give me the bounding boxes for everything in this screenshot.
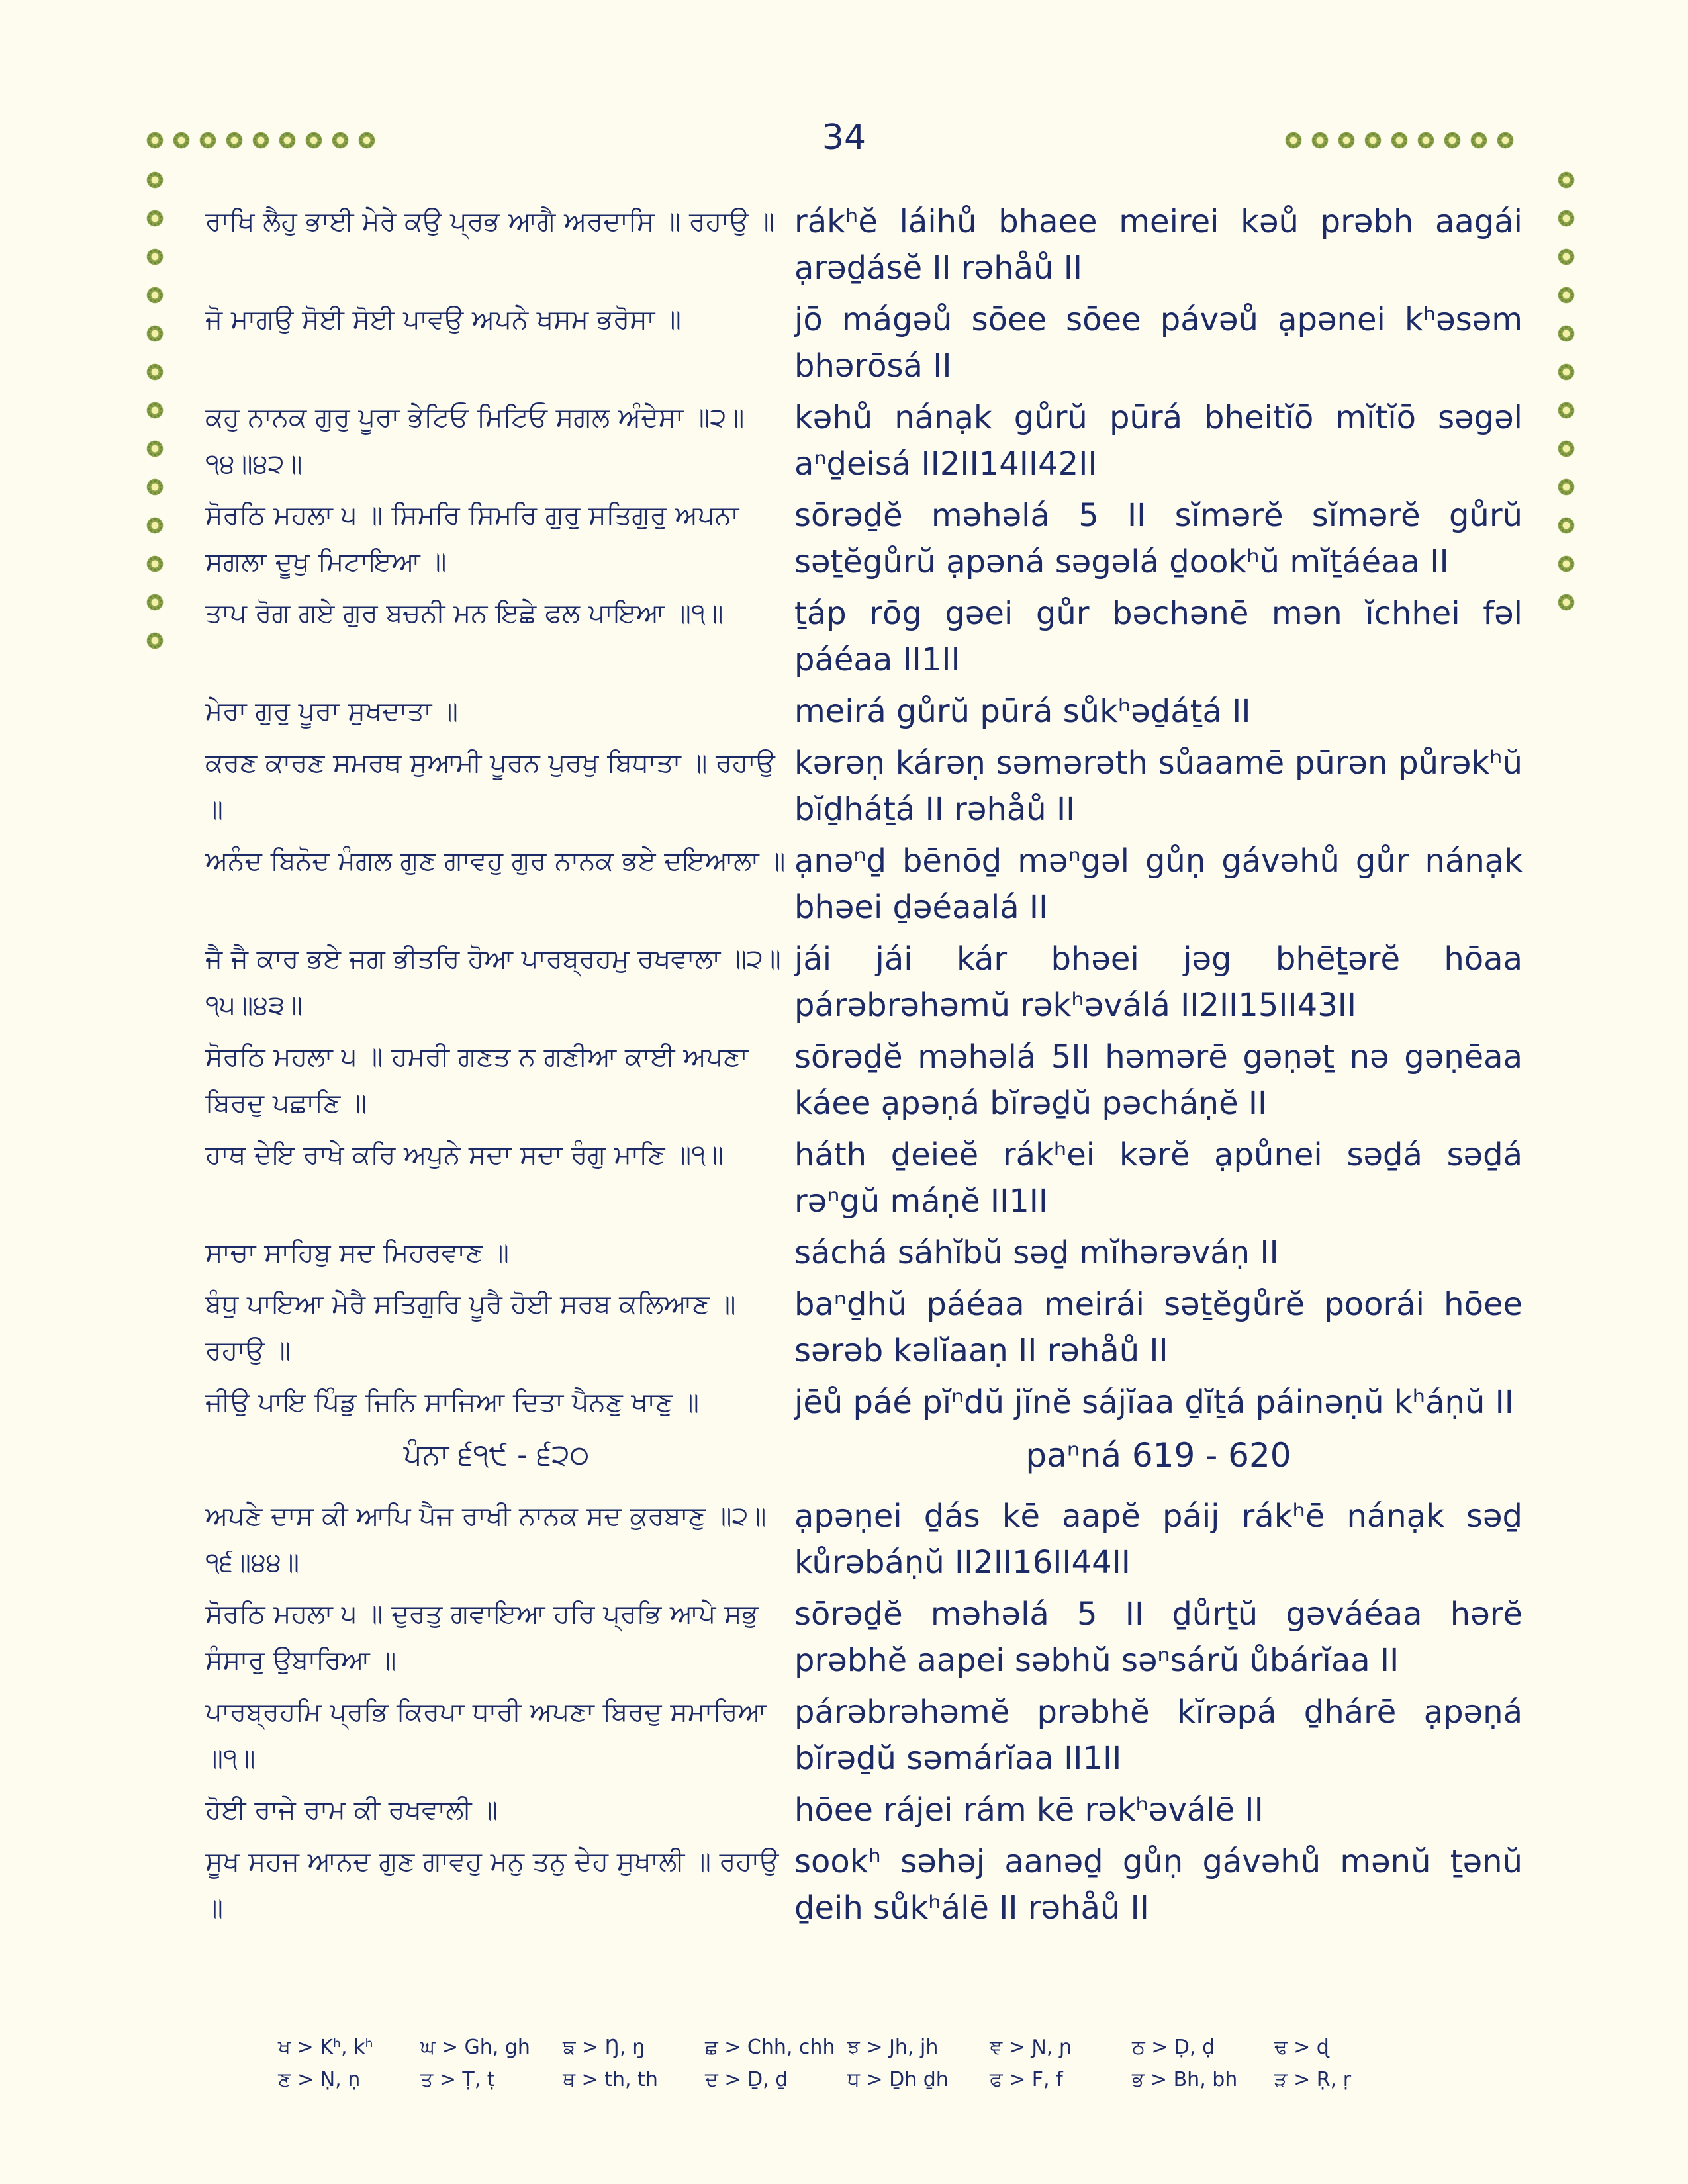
flower-ornament-icon (1557, 439, 1575, 458)
flower-column-right (1557, 171, 1575, 612)
flower-ornament-icon (146, 401, 164, 420)
gurmukhi-text: ਜੋ ਮਾਗਉ ਸੋਈ ਸੋਈ ਪਾਵਉ ਅਪਨੇ ਖਸਮ ਭਰੋਸਾ ॥ (205, 304, 681, 335)
gurmukhi-text: ਸੋਰਠਿ ਮਹਲਾ ੫ ॥ ਦੁਰਤੁ ਗਵਾਇਆ ਹਰਿ ਪ੍ਰਭਿ ਆਪੇ ਸਭੁ ਸੰਸਾਰੁ ਉਬਾਰਿਆ ॥ (205, 1599, 759, 1676)
verse-row (205, 740, 1523, 833)
flower-ornament-icon (331, 131, 350, 150)
gurmukhi-text: ਮੇਰਾ ਗੁਰੁ ਪੂਰਾ ਸੁਖਦਾਤਾ ॥ (205, 696, 459, 727)
gurmukhi-text: ਹੋਈ ਰਾਜੇ ਰਾਮ ਕੀ ਰਖਵਾਲੀ ॥ (205, 1795, 498, 1825)
gurmukhi-text: ਸੂਖ ਸਹਜ ਆਨਦ ਗੁਣ ਗਾਵਹੁ ਮਨੁ ਤਨੁ ਦੇਹ ਸੁਖਾਲੀ ॥ ਰਹਾਉ ॥ (205, 1846, 779, 1923)
transliteration-text: hōee rájei rám kē rəkʰəválē II (794, 1792, 1264, 1829)
verse-row (205, 1493, 1523, 1586)
transliteration-text: jēů páé pĭⁿdŭ jĭnĕ sájĭaa ḏĭṯá páinəṇŭ kʰáṇŭ II (794, 1384, 1514, 1421)
flower-ornament-icon (146, 286, 164, 304)
transliteration-text: sōrəḏĕ məhəlá 5II həmərē gəṇəṯ nə gəṇēaa káee ạpəṇá bĭrəḏŭ pəcháṇĕ II (794, 1038, 1523, 1122)
gurmukhi-text: ਸੋਰਠਿ ਮਹਲਾ ੫ ॥ ਹਮਰੀ ਗਣਤ ਨ ਗਣੀਆ ਕਾਈ ਅਪਣਾ ਬਿਰਦੁ ਪਛਾਣਿ ॥ (205, 1042, 749, 1118)
flower-ornament-icon (225, 131, 244, 150)
transliteration-text: sáchá sáhĭbŭ səḏ mĭhərəváṇ II (794, 1234, 1279, 1271)
gurmukhi-text: ਬੰਧੁ ਪਾਇਆ ਮੇਰੈ ਸਤਿਗੁਰਿ ਪੂਰੈ ਹੋਈ ਸਰਬ ਕਲਿਆਣ ॥ ਰਹਾਉ ॥ (205, 1289, 736, 1366)
flower-ornament-icon (146, 516, 164, 535)
legend-item: ਝ > Jh, jh (847, 2036, 939, 2059)
flower-ornament-icon (1557, 516, 1575, 535)
verse-row (205, 1230, 1523, 1276)
transliteration-text: ạnəⁿḏ bēnōḏ məⁿgəl gůṇ gávəhů gůr nánạk bhəei ḏəéaalá II (794, 842, 1523, 926)
verse-row (205, 1379, 1523, 1426)
flower-ornament-icon (1364, 131, 1382, 150)
legend-item: ਘ > Gh, gh (420, 2036, 530, 2059)
gurmukhi-text: ਜੈ ਜੈ ਕਾਰ ਭਏ ਜਗ ਭੀਤਰਿ ਹੋਆ ਪਾਰਬ੍ਰਹਮੁ ਰਖਵਾਲਾ ॥੨॥੧੫॥੪੩॥ (205, 944, 781, 1021)
transliteration-text: jō mágəů sōee sōee pávəů ạpənei kʰəsəm bhərōsá II (794, 301, 1523, 385)
verse-row (205, 1787, 1523, 1833)
transliteration-text: rákʰĕ láihů bhaee meirei kəů prəbh aagái ạrəḏásĕ II rəhåů II (794, 203, 1523, 287)
flower-ornament-icon (146, 324, 164, 343)
flower-ornament-icon (1390, 131, 1409, 150)
flower-column-left (146, 171, 164, 650)
legend-item: ਭ > Bh, bh (1132, 2068, 1238, 2091)
gurmukhi-text: ਪਾਰਬ੍ਰਹਮਿ ਪ੍ਰਭਿ ਕਿਰਪਾ ਧਾਰੀ ਅਪਣਾ ਬਿਰਦੁ ਸਮਾਰਿਆ ॥੧॥ (205, 1697, 767, 1774)
legend-item: ਢ > ɖ (1274, 2036, 1329, 2059)
flower-ornament-icon (1557, 248, 1575, 266)
verse-table (205, 199, 1523, 1936)
flower-ornament-icon (146, 439, 164, 458)
gurmukhi-text: ਅਨੰਦ ਬਿਨੋਦ ਮੰਗਲ ਗੁਣ ਗਾਵਹੁ ਗੁਰ ਨਾਨਕ ਭਏ ਦਇਆਲਾ ॥ (205, 846, 786, 876)
transliteration-text: háth ḏeieĕ rákʰei kərĕ ạpůnei səḏá səḏá rəⁿgŭ máṇĕ II1II (794, 1136, 1523, 1220)
flower-ornament-icon (146, 555, 164, 573)
legend-item: ੜ > Ṛ, ṛ (1274, 2068, 1352, 2091)
verse-row (205, 688, 1523, 735)
transliteration-legend (278, 2036, 1417, 2091)
flower-ornament-icon (1557, 555, 1575, 573)
verse-row (205, 1132, 1523, 1224)
verse-row (205, 1034, 1523, 1126)
gurmukhi-text: ਹਾਥ ਦੇਇ ਰਾਖੇ ਕਰਿ ਅਪੁਨੇ ਸਦਾ ਸਦਾ ਰੰਗੁ ਮਾਣਿ ॥੧॥ (205, 1140, 724, 1170)
verse-row (205, 492, 1523, 585)
verse-row (205, 1281, 1523, 1374)
flower-ornament-icon (1557, 363, 1575, 381)
flower-ornament-icon (1443, 131, 1462, 150)
legend-item: ਣ > Ṇ, ṇ (278, 2068, 361, 2091)
flower-ornament-icon (146, 631, 164, 650)
flower-ornament-icon (1557, 478, 1575, 496)
flower-ornament-icon (146, 248, 164, 266)
legend-item: ਤ > Ṭ, ṭ (420, 2068, 495, 2091)
legend-item: ਙ > Ŋ, ŋ (563, 2036, 645, 2059)
flower-ornament-icon (146, 131, 164, 150)
transliteration-text: jái jái kár bhəei jəg bhēṯərĕ hōaa párəbrəhəmŭ rəkʰəválá II2II15II43II (794, 940, 1523, 1024)
gurmukhi-text: ਸੋਰਠਿ ਮਹਲਾ ੫ ॥ ਸਿਮਰਿ ਸਿਮਰਿ ਗੁਰੁ ਸਤਿਗੁਰੁ ਅਪਨਾ ਸਗਲਾ ਦੂਖੁ ਮਿਟਾਇਆ ॥ (205, 500, 739, 577)
transliteration-text: sōrəḏĕ məhəlá 5 II sĭmərĕ sĭmərĕ gůrŭ səṯĕgůrŭ ạpəná səgəlá ḏookʰŭ mĭṯáéaa II (794, 497, 1523, 580)
verse-row (205, 394, 1523, 487)
flower-ornament-icon (146, 478, 164, 496)
verse-row (205, 199, 1523, 291)
legend-item: ਥ > th, th (563, 2068, 658, 2091)
flower-ornament-icon (1417, 131, 1435, 150)
verse-row (205, 1839, 1523, 1931)
page-reference-translit: paⁿná 619 - 620 (1025, 1436, 1291, 1475)
gurmukhi-text: ਅਪਣੇ ਦਾਸ ਕੀ ਆਪਿ ਪੈਜ ਰਾਖੀ ਨਾਨਕ ਸਦ ਕੁਰਬਾਣੁ ॥੨॥੧੬॥੪੪॥ (205, 1501, 767, 1578)
verse-row (205, 1689, 1523, 1782)
flower-ornament-icon (146, 209, 164, 228)
transliteration-text: párəbrəhəmĕ prəbhĕ kĭrəpá ḏhárē ạpəṇá bĭrəḏŭ səmárĭaa II1II (794, 1694, 1523, 1777)
verse-row (205, 1591, 1523, 1684)
transliteration-text: meirá gůrŭ pūrá sůkʰəḏáṯá II (794, 693, 1251, 730)
flower-ornament-icon (1557, 171, 1575, 189)
gurmukhi-text: ਕਹੁ ਨਾਨਕ ਗੁਰੁ ਪੂਰਾ ਭੇਟਿਓ ਮਿਟਿਓ ਸਗਲ ਅੰਦੇਸਾ ॥੨॥੧੪॥੪੨॥ (205, 402, 745, 479)
flower-ornament-icon (305, 131, 323, 150)
flower-ornament-icon (1557, 324, 1575, 343)
flower-ornament-icon (1557, 209, 1575, 228)
page-reference (205, 1432, 1523, 1479)
flower-ornament-icon (278, 131, 297, 150)
flower-ornament-icon (1496, 131, 1515, 150)
gurmukhi-text: ਰਾਖਿ ਲੈਹੁ ਭਾਈ ਮੇਰੇ ਕਉ ਪ੍ਰਭ ਆਗੈ ਅਰਦਾਸਿ ॥ ਰਹਾਉ ॥ (205, 206, 775, 237)
gurmukhi-text: ਕਰਣ ਕਾਰਣ ਸਮਰਥ ਸੁਆਮੀ ਪੂਰਨ ਪੁਰਖੁ ਬਿਧਾਤਾ ॥ ਰਹਾਉ ॥ (205, 748, 775, 825)
flower-ornament-icon (252, 131, 270, 150)
transliteration-text: ạpəṇei ḏás kē aapĕ páij rákʰē nánạk səḏ kůrəbáṇŭ II2II16II44II (794, 1498, 1523, 1581)
flower-ornament-icon (1311, 131, 1329, 150)
flower-ornament-icon (146, 171, 164, 189)
flower-ornament-icon (1557, 401, 1575, 420)
legend-item: ਖ > Kʰ, kʰ (278, 2036, 373, 2059)
legend-item: ਞ > Ɲ, ɲ (990, 2036, 1072, 2059)
gurmukhi-text: ਤਾਪ ਰੋਗ ਗਏ ਗੁਰ ਬਚਨੀ ਮਨ ਇਛੇ ਫਲ ਪਾਇਆ ॥੧॥ (205, 598, 724, 629)
flower-ornament-icon (1470, 131, 1488, 150)
legend-item: ਠ > Ḍ, ḍ (1132, 2036, 1215, 2059)
transliteration-text: sookʰ səhəj aanəḏ gůṇ gávəhů mənŭ ṯənŭ ḏeih sůkʰálē II rəhåů II (794, 1843, 1523, 1927)
page-reference-gurmukhi: ਪੰਨਾ ੬੧੯ - ੬੨੦ (403, 1438, 590, 1472)
legend-item: ਧ > Ḏh ḏh (847, 2068, 949, 2091)
flower-ornament-icon (357, 131, 376, 150)
verse-row (205, 590, 1523, 683)
legend-item: ਫ > F, f (990, 2068, 1063, 2091)
flower-row-right (1284, 131, 1515, 150)
verse-row (205, 296, 1523, 389)
transliteration-text: baⁿḏhŭ páéaa meirái səṯĕgůrĕ poorái hōee sərəb kəlĭaaṇ II rəhåů II (794, 1286, 1523, 1369)
flower-ornament-icon (199, 131, 217, 150)
verse-row (205, 838, 1523, 931)
gurmukhi-text: ਜੀਉ ਪਾਇ ਪਿੰਡੁ ਜਿਨਿ ਸਾਜਿਆ ਦਿਤਾ ਪੈਨਣੁ ਖਾਣੁ ॥ (205, 1387, 699, 1418)
transliteration-text: kəhů nánạk gůrŭ pūrá bheitĭō mĭtĭō səgəl aⁿḏeisá II2II14II42II (794, 399, 1523, 482)
transliteration-text: kərəṇ kárəṇ səmərəth sůaamē pūrən půrəkʰŭ bĭḏháṯá II rəhåů II (794, 745, 1523, 828)
flower-ornament-icon (1557, 286, 1575, 304)
gurmukhi-text: ਸਾਚਾ ਸਾਹਿਬੁ ਸਦ ਮਿਹਰਵਾਣ ॥ (205, 1238, 509, 1268)
flower-ornament-icon (1337, 131, 1356, 150)
transliteration-text: sōrəḏĕ məhəlá 5 II ḏůrṯŭ gəváéaa hərĕ prəbhĕ aapei səbhŭ səⁿsárŭ ůbárĭaa II (794, 1596, 1523, 1679)
flower-ornament-icon (1557, 593, 1575, 612)
flower-ornament-icon (146, 363, 164, 381)
flower-ornament-icon (1284, 131, 1303, 150)
page-number: 34 (821, 118, 867, 158)
legend-item: ਛ > Chh, chh (705, 2036, 835, 2059)
verse-row (205, 936, 1523, 1028)
flower-ornament-icon (172, 131, 191, 150)
flower-row-left (146, 131, 376, 150)
legend-item: ਦ > Ḏ, ḏ (705, 2068, 788, 2091)
transliteration-text: ṯáp rōg gəei gůr bəchənē mən ĭchhei fəl páéaa II1II (794, 595, 1523, 678)
flower-ornament-icon (146, 593, 164, 612)
